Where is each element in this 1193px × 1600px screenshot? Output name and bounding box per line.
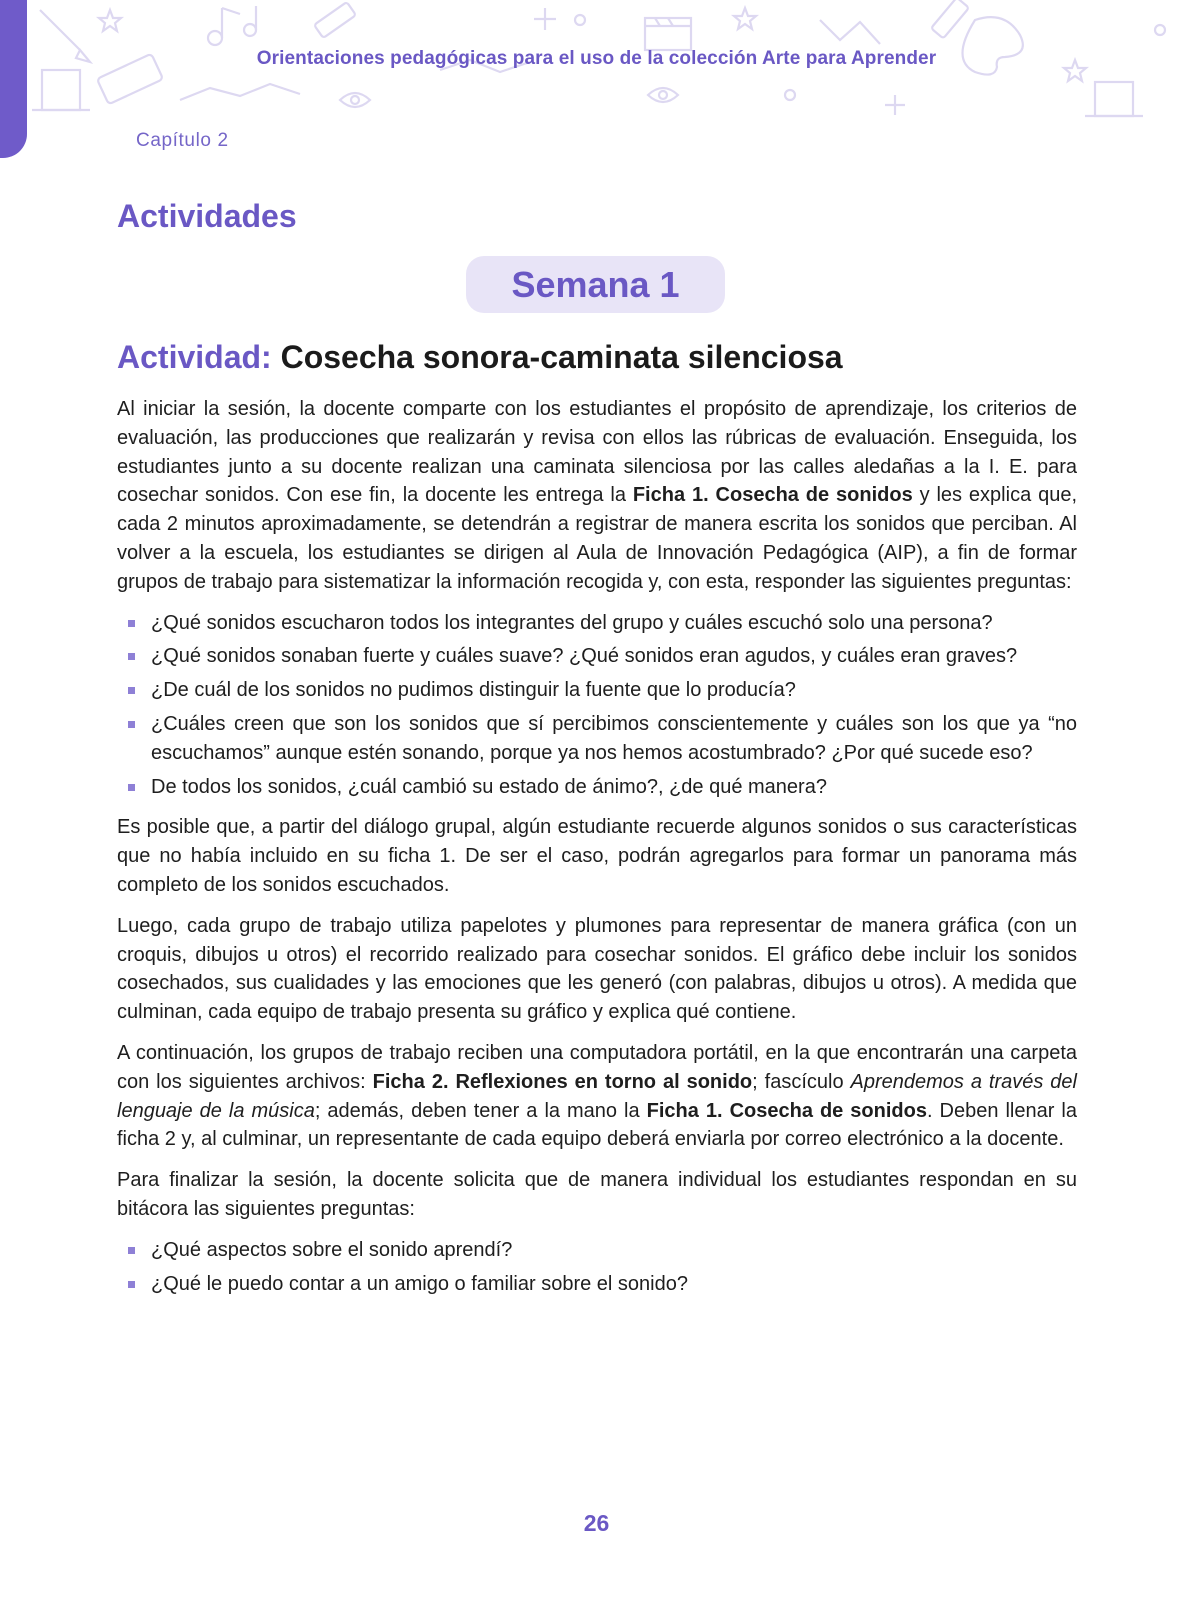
page-number: 26 [583,1510,610,1536]
individual-questions-list [117,1236,1077,1299]
list-item: ¿Qué aspectos sobre el sonido aprendí? [117,1236,1077,1265]
paragraph-intro [117,395,1077,597]
running-header-title: Orientaciones pedagógicas para el uso de la colección Arte para Aprender [256,48,937,69]
week-badge [466,256,725,313]
paragraph-computer [117,1039,1077,1154]
list-item: ¿Qué sonidos escucharon todos los integrantes del grupo y cuáles escuchó solo una persona? [117,609,1077,638]
paragraph-text: y les explica que, cada 2 minutos aproximadamente, se detendrán a registrar de manera escrita los sonidos que perciban. Al volver a la escuela, los estudiantes se dirigen al Aula de Innovación Pedagógica (AIP), a fin de formar grupos de trabajo para sistematizar la información recogida y, con esta, responder las siguientes preguntas: [117,484,1078,593]
eye-icon [340,88,678,107]
paragraph-text: . Deben llenar la ficha 2 y, al culminar, un representante de cada equipo deberá enviarla por correo electrónico a la docente. [117,1099,1077,1151]
week-label: Semana 1 [511,263,680,305]
worksheet-reference: Ficha 1. Cosecha de sonidos [632,484,913,507]
activity-prefix: Actividad: [117,339,272,375]
paragraph-closing: Para finalizar la sesión, la docente solicita que de manera individual los estudiantes respondan en su bitácora las siguientes preguntas: [117,1169,1077,1220]
main-content [117,395,1077,1310]
chapter-label: Capítulo 2 [136,130,229,151]
list-item: ¿Cuáles creen que son los sonidos que sí percibimos conscientemente y cuáles son los que ya “no escuchamos” aunque estén sonando, porque ya nos hemos acostumbrado? ¿Por qué sucede eso? [117,710,1077,768]
list-item: De todos los sonidos, ¿cuál cambió su estado de ánimo?, ¿de qué manera? [117,773,1077,802]
list-item: ¿Qué sonidos sonaban fuerte y cuáles suave? ¿Qué sonidos eran agudos, y cuáles eran graves? [117,642,1077,671]
paragraph-text: ; además, deben tener a la mano la [314,1099,647,1122]
booklet-title: Aprendemos a través del lenguaje de la música [117,1070,1077,1122]
group-questions-list [117,609,1077,802]
paragraph-text: Al iniciar la sesión, la docente comparte con los estudiantes el propósito de aprendizaje, los criterios de evaluación, las producciones que realizarán y revisa con ellos las rúbricas de evaluación. Enseguida, los estudiantes junto a su docente realizan una caminata silenciosa por las calles aledañas a la I. E. para cosechar sonidos. Con ese fin, la docente les entrega la [117,398,1077,507]
list-item: ¿Qué le puedo contar a un amigo o familiar sobre el sonido? [117,1270,1077,1299]
worksheet-reference: Ficha 1. Cosecha de sonidos [646,1099,927,1122]
paragraph-text: ; fascículo [752,1070,851,1093]
worksheet-reference: Ficha 2. Reflexiones en torno al sonido [372,1070,753,1093]
paragraph-graphic: Luego, cada grupo de trabajo utiliza papelotes y plumones para representar de manera gráfica (con un croquis, dibujos u otros) el recorrido realizado para cosechar sonidos. El gráfico debe incluir los sonidos cosechados, sus cualidades y las emociones que les generó (con palabras, dibujos u otros). A medida que culminan, cada equipo de trabajo presenta su gráfico y explica qué contiene. [117,914,1077,1024]
activity-title: Cosecha sonora-caminata silenciosa [280,339,843,375]
paragraph-dialogue: Es posible que, a partir del diálogo grupal, algún estudiante recuerde algunos sonidos o sus características que no había incluido en su ficha 1. De ser el caso, podrán agregarlos para formar un panorama más completo de los sonidos escuchados. [117,816,1077,896]
list-item: ¿De cuál de los sonidos no pudimos distinguir la fuente que lo producía? [117,676,1077,705]
activity-heading [117,339,843,376]
section-title: Actividades [117,198,297,234]
paragraph-text: A continuación, los grupos de trabajo reciben una computadora portátil, en la que encontrarán una carpeta con los siguientes archivos: [117,1041,1077,1093]
music-note-icon [208,6,256,45]
clapperboard-icon [645,18,691,50]
